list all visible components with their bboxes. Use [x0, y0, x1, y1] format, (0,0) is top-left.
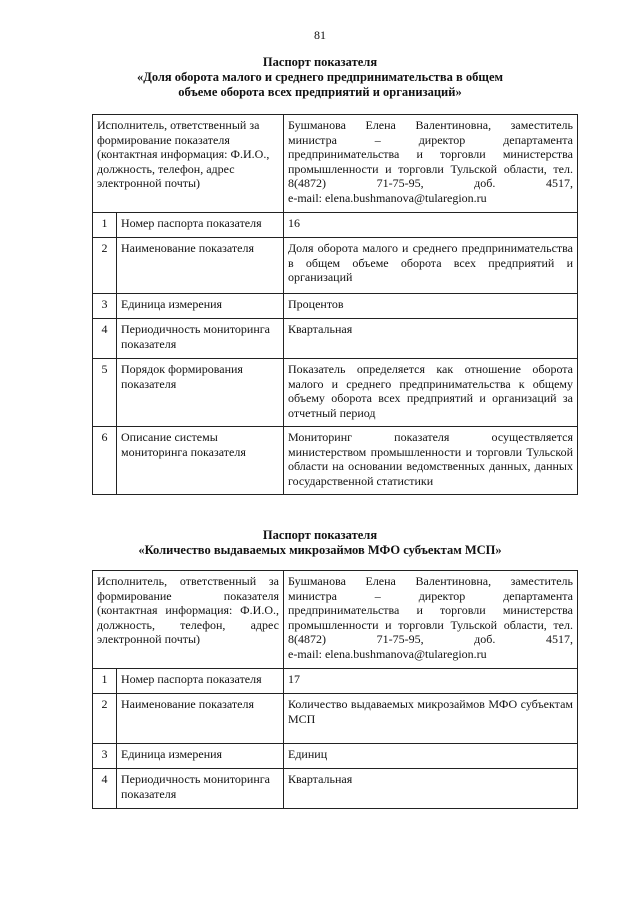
passport-1-subtitle-line2: объеме оборота всех предприятий и организаций» — [178, 85, 462, 99]
row-number: 1 — [93, 213, 117, 238]
executor-value-cell — [284, 115, 578, 213]
passport-1-table — [92, 114, 578, 495]
row-label: Периодичность мониторинга показателя — [117, 319, 284, 359]
table-row — [93, 238, 578, 294]
passport-1-subtitle-line1: «Доля оборота малого и среднего предпринимательства в общем — [136, 70, 504, 84]
row-number: 4 — [93, 769, 117, 809]
row-number: 2 — [93, 238, 117, 294]
row-number: 3 — [93, 744, 117, 769]
row-number: 2 — [93, 694, 117, 744]
row-value: Показатель определяется как отношение оборота малого и среднего предпринимательства к общему объему оборота всех предприятий и организаций за отчетный период — [284, 359, 578, 427]
page-number: 81 — [314, 28, 326, 42]
row-number: 3 — [93, 294, 117, 319]
row-value: Мониторинг показателя осуществляется министерством промышленности и торговли Тульской области на основании ведомственных данных, данных государственной статистики — [284, 427, 578, 495]
passport-2-subtitle-line1: «Количество выдаваемых микрозаймов МФО субъектам МСП» — [138, 543, 502, 557]
row-value: Квартальная — [284, 769, 578, 809]
row-label: Периодичность мониторинга показателя — [117, 769, 284, 809]
row-label: Описание системы мониторинга показателя — [117, 427, 284, 495]
executor-row — [93, 571, 578, 669]
row-label: Наименование показателя — [117, 238, 284, 294]
row-value: Единиц — [284, 744, 578, 769]
executor-value: Бушманова Елена Валентиновна, заместитель министра – директор департамента предпринимательства и торговли министерства промышленности и торговли Тульской области, тел. 8(4872) 71-75-95, доб. 4517, — [288, 574, 573, 646]
passport-2-title — [0, 528, 640, 558]
passport-1-title — [0, 55, 640, 100]
row-label: Номер паспорта показателя — [117, 669, 284, 694]
row-value: Квартальная — [284, 319, 578, 359]
row-number: 4 — [93, 319, 117, 359]
table-row — [93, 294, 578, 319]
table-row — [93, 744, 578, 769]
executor-value: Бушманова Елена Валентиновна, заместитель министра – директор департамента предпринимательства и торговли министерства промышленности и торговли Тульской области, тел. 8(4872) 71-75-95, доб. 4517, — [288, 118, 573, 190]
table-row — [93, 427, 578, 495]
table-row — [93, 769, 578, 809]
row-value: Количество выдаваемых микрозаймов МФО субъектам МСП — [284, 694, 578, 744]
table-row — [93, 694, 578, 744]
passport-2-table — [92, 570, 578, 809]
row-value: Доля оборота малого и среднего предпринимательства в общем объеме оборота всех предприятий и организаций — [284, 238, 578, 294]
executor-email: e-mail: elena.bushmanova@tularegion.ru — [288, 646, 487, 661]
executor-label: Исполнитель, ответственный за формирование показателя (контактная информация: Ф.И.О., должность, телефон, адрес электронной почты) — [93, 115, 284, 213]
table-row — [93, 359, 578, 427]
executor-value-cell — [284, 571, 578, 669]
executor-email: e-mail: elena.bushmanova@tularegion.ru — [288, 190, 487, 205]
table-row — [93, 213, 578, 238]
executor-row — [93, 115, 578, 213]
row-value: 17 — [284, 669, 578, 694]
row-label: Порядок формирования показателя — [117, 359, 284, 427]
row-number: 5 — [93, 359, 117, 427]
table-row — [93, 319, 578, 359]
row-label: Номер паспорта показателя — [117, 213, 284, 238]
row-value: 16 — [284, 213, 578, 238]
passport-1-heading: Паспорт показателя — [262, 55, 378, 69]
row-number: 6 — [93, 427, 117, 495]
row-label: Наименование показателя — [117, 694, 284, 744]
executor-label: Исполнитель, ответственный за формирование показателя (контактная информация: Ф.И.О., должность, телефон, адрес электронной почты) — [93, 571, 284, 669]
passport-2-heading: Паспорт показателя — [262, 528, 378, 542]
row-value: Процентов — [284, 294, 578, 319]
row-label: Единица измерения — [117, 294, 284, 319]
row-number: 1 — [93, 669, 117, 694]
row-label: Единица измерения — [117, 744, 284, 769]
table-row — [93, 669, 578, 694]
